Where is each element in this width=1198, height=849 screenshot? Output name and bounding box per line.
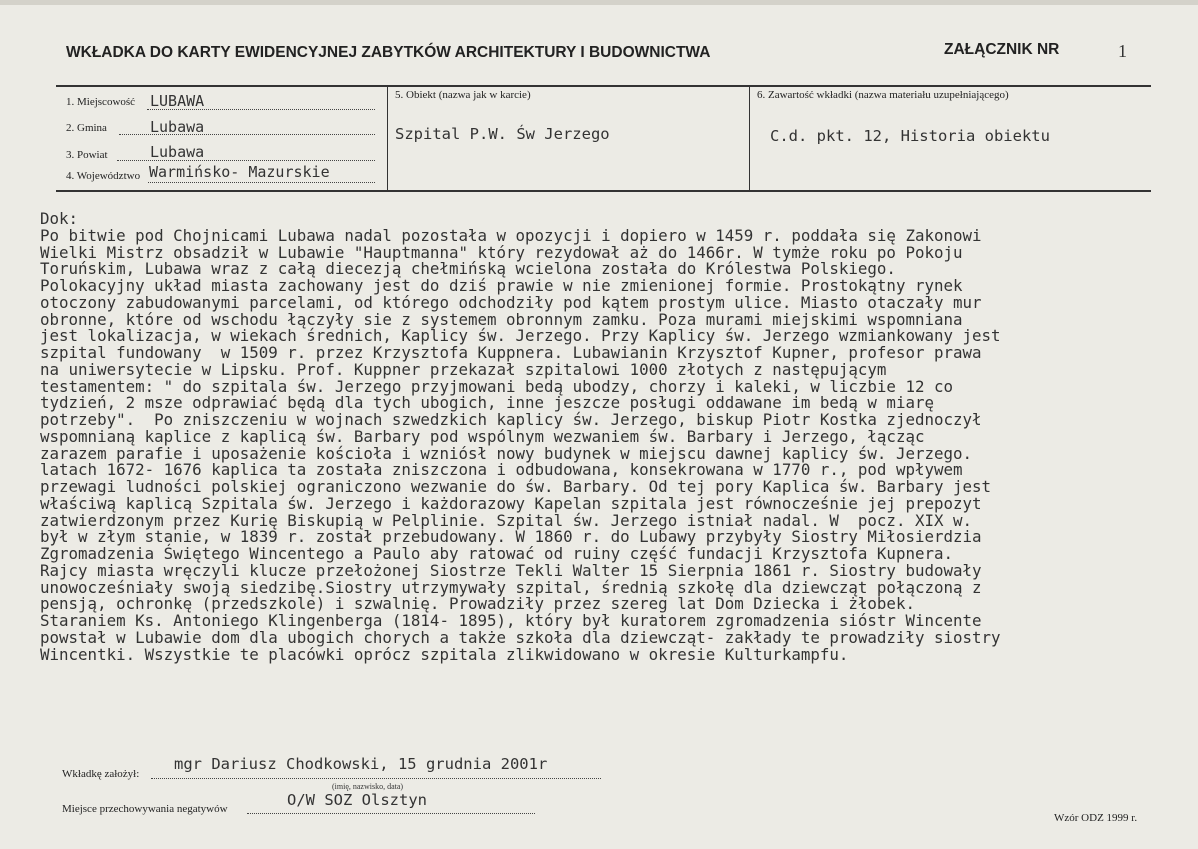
founder-dotted-line [151, 778, 601, 779]
text-line: jest lokalizacja, w wiekach średnich, Kaplicy św. Jerzego. Przy Kaplicy św. Jerzego wzmiankowany jest [40, 326, 1001, 346]
text-line: przewagi ludności polskiej ograniczono wezwanie do św. Barbary. Od tej pory Kaplica św. Barbary jest [40, 477, 992, 496]
annex-number: 1 [1118, 41, 1127, 61]
commune-value: Lubawa [150, 118, 205, 136]
text-line: testamentem: " do szpitala św. Jerzego przyjmowani bedą ubodzy, chorzy i kaleki, w liczbie 12 co [40, 376, 954, 396]
commune-label: 2. Gmina [66, 122, 107, 134]
text-line: na uniwersytecie w Lipsku. Prof. Kuppner przekazał szpitalowi 1000 złotych z następującym [40, 359, 887, 379]
annex-label: ZAŁĄCZNIK NR [944, 41, 1060, 58]
founder-value: mgr Dariusz Chodkowski, 15 grudnia 2001r [174, 755, 548, 773]
text-line: Polokacyjny układ miasta zachowany jest do dziś prawie w nie zmienionej formie. Prostokątny rynek [40, 276, 963, 295]
text-line: Toruńskim, Lubawa wraz z całą diecezją chełmińską wcielona została do Królestwa Polskiego. [40, 259, 896, 279]
negatives-dotted-line [247, 813, 535, 814]
text-line: potrzeby". Po zniszczeniu w wojnach szwedzkich kaplicy św. Jerzego, biskup Piotr Kostka zjednoczył [40, 410, 982, 429]
county-value: Lubawa [150, 143, 205, 161]
text-line: obronne, które od wschodu łączyły sie z systemem obronnym zamku. Poza murami miejskimi wspomniana [40, 309, 963, 329]
form-bottom-border [56, 190, 1151, 192]
form-divider-2 [749, 86, 750, 190]
text-line: otoczony zabudowanymi parcelami, od którego odchodziły pod kątem prostym ulice. Miasto otaczały mur [40, 292, 982, 312]
place-label: 1. Miejscowość [66, 96, 136, 108]
province-value: Warmińsko- Mazurskie [149, 163, 330, 181]
text-line: powstał w Lubawie dom dla ubogich chorych a także szkoła dla dziewcząt- zakłady te prowadziły siostry [40, 627, 1001, 647]
text-line: pensją, ochronkę (przedszkole) i szwalnię. Prowadziły przez szereg lat Dom Dziecka i żłobek. [40, 594, 915, 614]
text-line: właściwą kaplicą Szpitala św. Jerzego i każdorazowy Kapelan szpitala jest równocześnie jej prepozyt [40, 493, 982, 513]
text-line: Zgromadzenia Świętego Wincentego a Paulo aby ratować od ruiny część fundacji Krzysztofa Kupnera. [40, 544, 954, 563]
form-top-border [56, 85, 1151, 87]
text-line: unowocześniały swoją siedzibę.Siostry utrzymywały szpital, średnią szkołę dla dziewcząt połączoną z [40, 577, 982, 597]
form-divider-1 [387, 86, 388, 190]
negatives-value: O/W SOZ Olsztyn [287, 791, 427, 809]
scan-top-edge [0, 0, 1198, 5]
county-label: 3. Powiat [66, 149, 108, 161]
text-line: wspomnianą kaplice z kaplicą św. Barbary pod wspólnym wezwaniem św. Barbary i Jerzego, łącząc [40, 426, 925, 446]
place-value: LUBAWA [150, 92, 205, 110]
province-dotted-line [148, 182, 375, 183]
document-title: WKŁADKA DO KARTY EWIDENCYJNEJ ZABYTKÓW ARCHITEKTURY I BUDOWNICTWA [66, 44, 711, 61]
text-line: Staraniem Ks. Antoniego Klingenberga (1814- 1895), który był kuratorem zgromadzenia sióstr Wincente [40, 611, 982, 630]
text-line: Wincentki. Wszystkie te placówki oprócz szpitala zlikwidowano w okresie Kulturkampfu. [40, 644, 849, 664]
text-line: Po bitwie pod Chojnicami Lubawa nadal pozostała w opozycji i dopiero w 1459 r. poddała się Zakonowi [40, 225, 982, 245]
founder-note: (imię, nazwisko, data) [332, 782, 404, 791]
negatives-label: Miejsce przechowywania negatywów [62, 803, 228, 815]
founder-label: Wkładkę założył: [62, 768, 140, 780]
text-line: latach 1672- 1676 kaplica ta została zniszczona i odbudowana, konsekrowana w 1770 r., pod wpływem [40, 460, 963, 480]
province-label: 4. Województwo [66, 170, 141, 182]
contents-label: 6. Zawartość wkładki (nazwa materiału uzupełniającego) [757, 89, 1009, 101]
text-line: tydzień, 2 msze odprawiać będą dla tych ubogich, inne jeszcze posługi oddawane im bedą w miarę [40, 393, 934, 413]
history-text [40, 211, 1001, 663]
object-label: 5. Obiekt (nazwa jak w karcie) [395, 89, 531, 101]
form-version: Wzór ODZ 1999 r. [1054, 812, 1138, 824]
text-line: Rajcy miasta wręczyli klucze przełożonej Siostrze Tekli Walter 15 Sierpnia 1861 r. Siostry budowały [40, 560, 982, 580]
text-line: szpital fundowany w 1509 r. przez Krzysztofa Kuppnera. Lubawianin Krzysztof Kupner, profesor prawa [40, 343, 982, 362]
text-line: zatwierdzonym przez Kurię Biskupią w Pelplinie. Szpital św. Jerzego istniał nadal. W pocz. XIX w. [40, 510, 973, 530]
contents-value: C.d. pkt. 12, Historia obiektu [770, 127, 1050, 145]
text-line: był w złym stanie, w 1839 r. został przebudowany. W 1860 r. do Lubawy przybyły Siostry Miłosierdzia [40, 527, 982, 547]
text-line: zarazem parafie i uposażenie kościoła i wzniósł nowy budynek w miejscu dawnej kaplicy św. Jerzego. [40, 443, 973, 463]
text-line: Dok: [40, 209, 79, 228]
object-value: Szpital P.W. Św Jerzego [395, 125, 610, 143]
text-line: Wielki Mistrz obsadził w Lubawie "Hauptmanna" który rezydował aż do 1466r. W tymże roku po Pokoju [40, 242, 963, 262]
